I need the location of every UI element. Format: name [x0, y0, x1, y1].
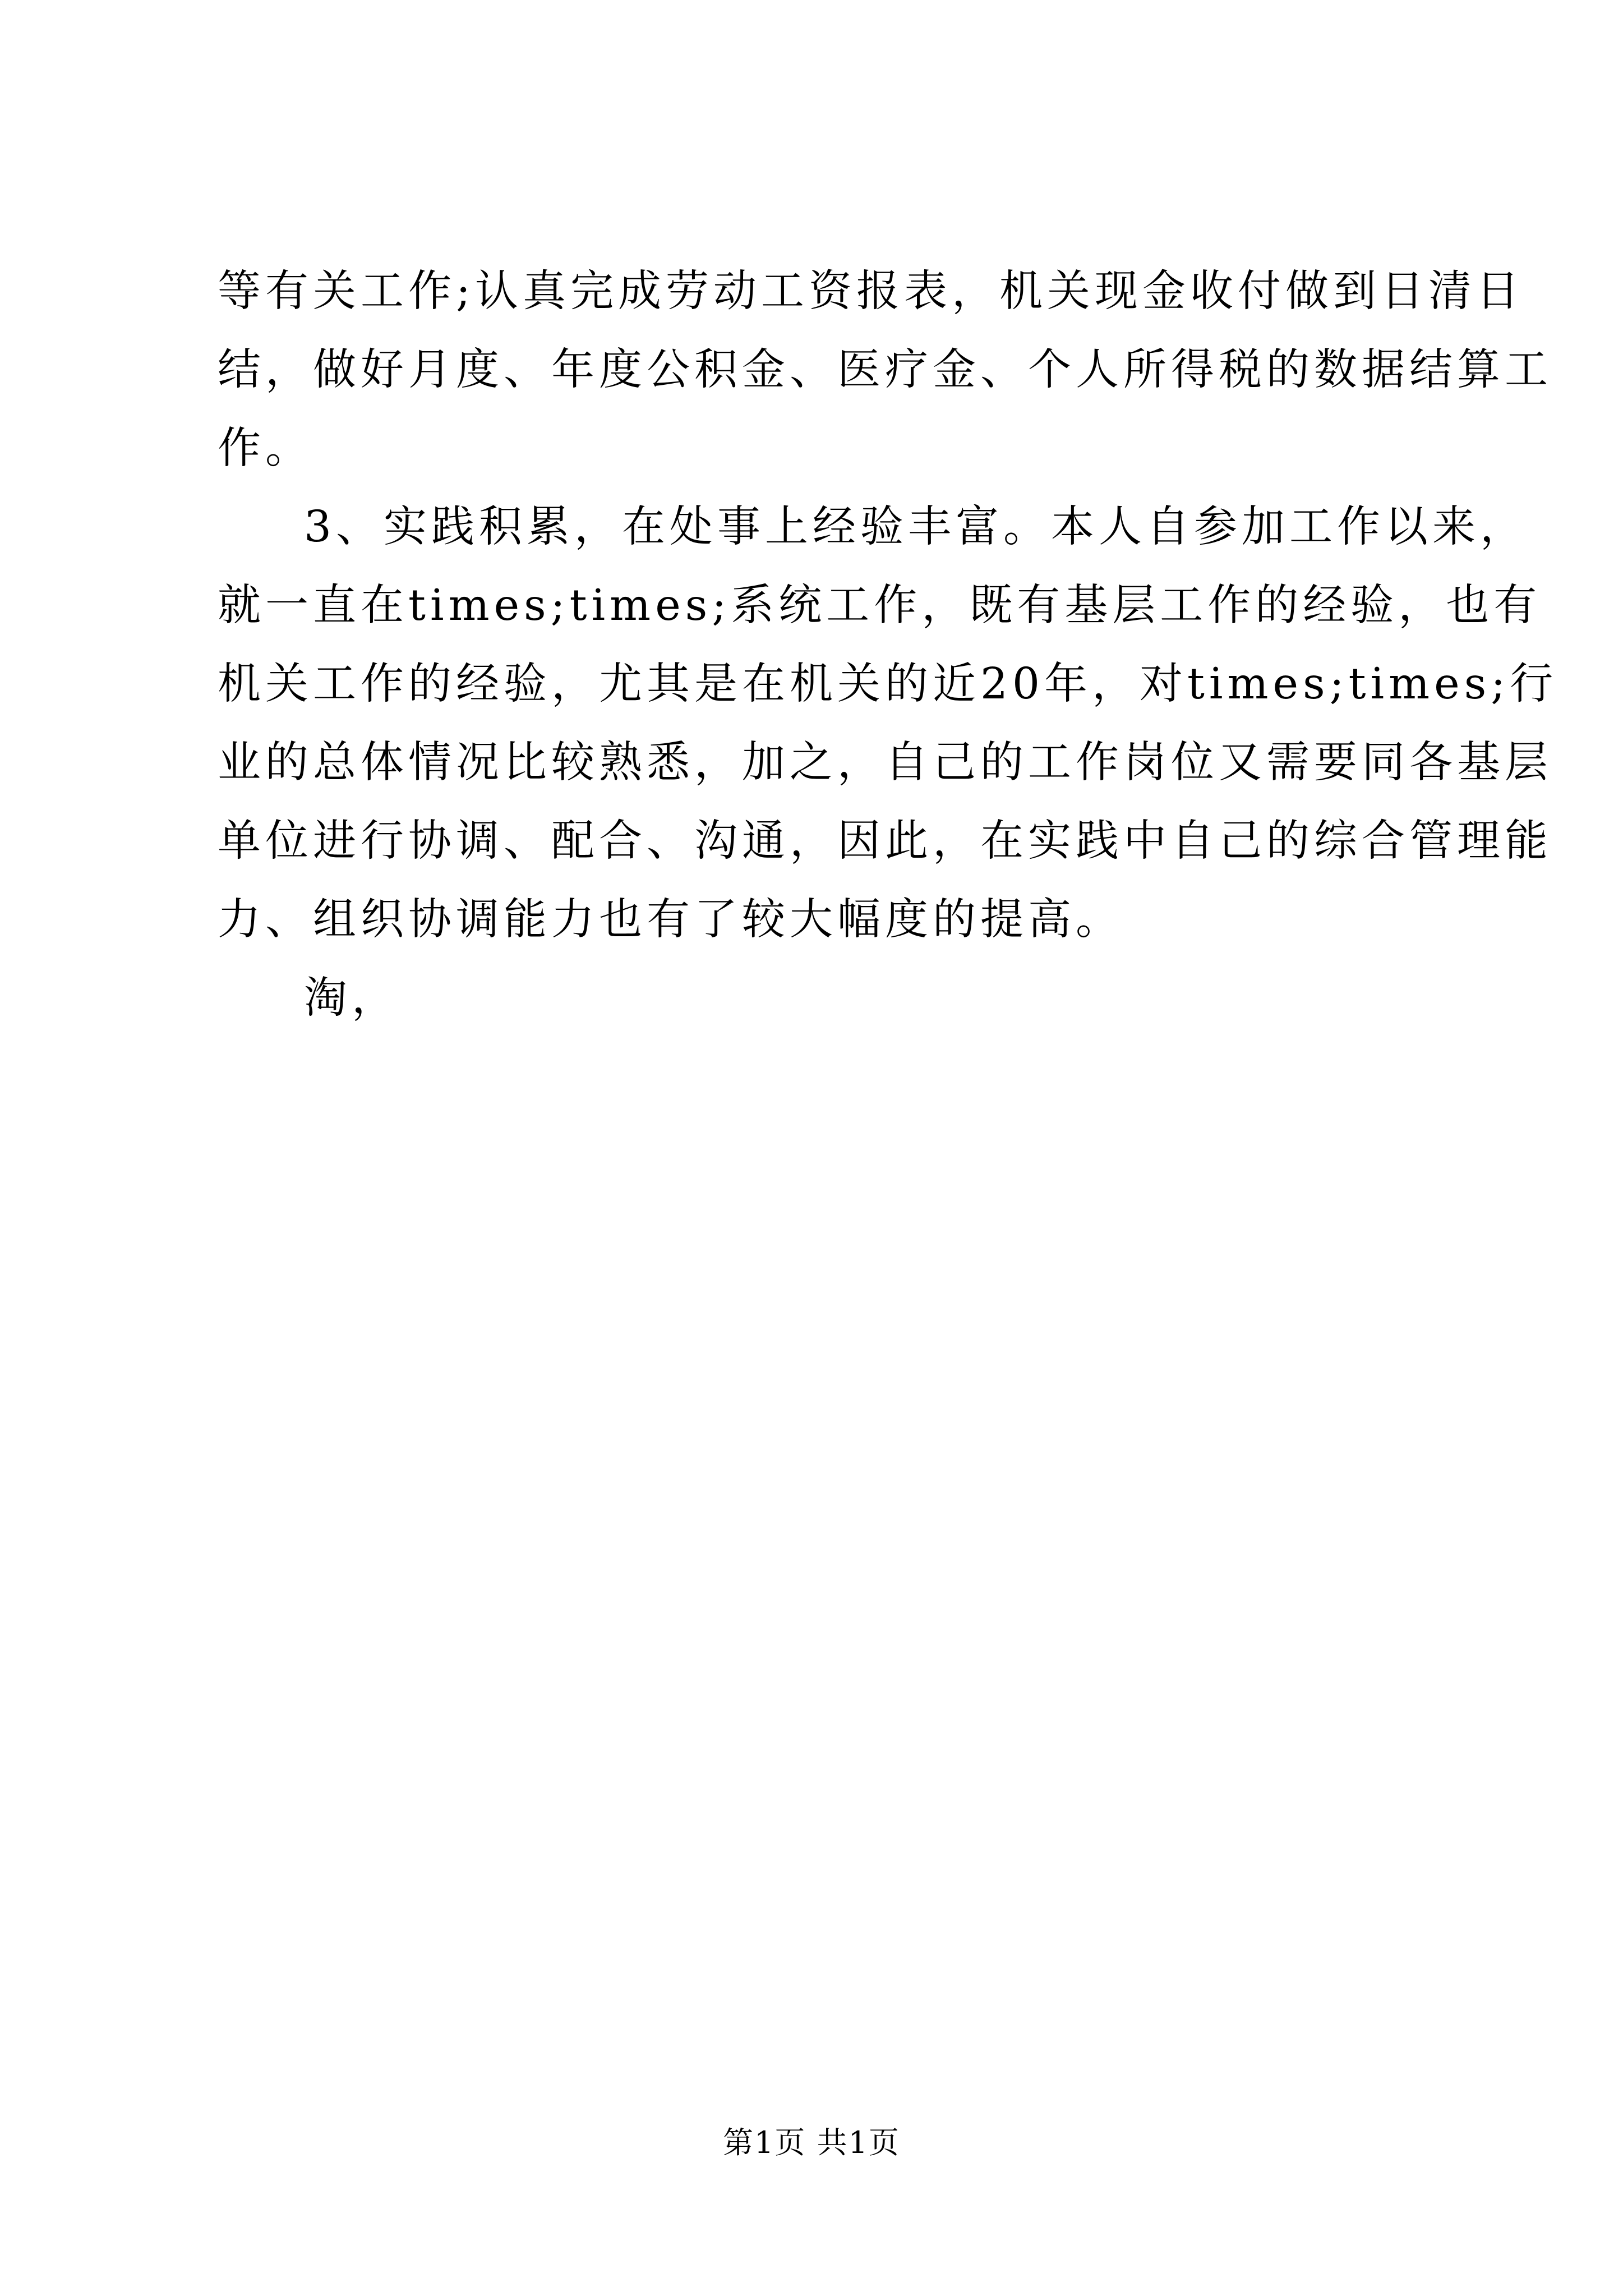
text-line: 业的总体情况比较熟悉，加之，自己的工作岗位又需要同各基层: [218, 738, 1552, 788]
paragraph: [218, 488, 1558, 959]
text-line: 机关工作的经验，尤其是在机关的近20年，对times;times;行: [218, 659, 1558, 709]
text-line: 作。: [218, 424, 313, 473]
text-line: 淘，: [304, 973, 399, 1023]
text-line: 等有关工作;认真完成劳动工资报表，机关现金收付做到日清日: [218, 266, 1524, 316]
paragraph: [218, 959, 1429, 1038]
paragraph: [218, 252, 1552, 488]
text-line: 就一直在times;times;系统工作，既有基层工作的经验，也有: [218, 581, 1542, 631]
document-body: [218, 252, 1558, 1038]
text-line: 力、组织协调能力也有了较大幅度的提高。: [218, 895, 1123, 945]
text-line: 结，做好月度、年度公积金、医疗金、个人所得税的数据结算工: [218, 345, 1552, 395]
page-footer: 第1页 共1页: [723, 2125, 900, 2160]
text-line: 单位进行协调、配合、沟通，因此，在实践中自己的综合管理能: [218, 816, 1552, 866]
text-line: 3、实践积累，在处事上经验丰富。本人自参加工作以来，: [304, 502, 1528, 552]
